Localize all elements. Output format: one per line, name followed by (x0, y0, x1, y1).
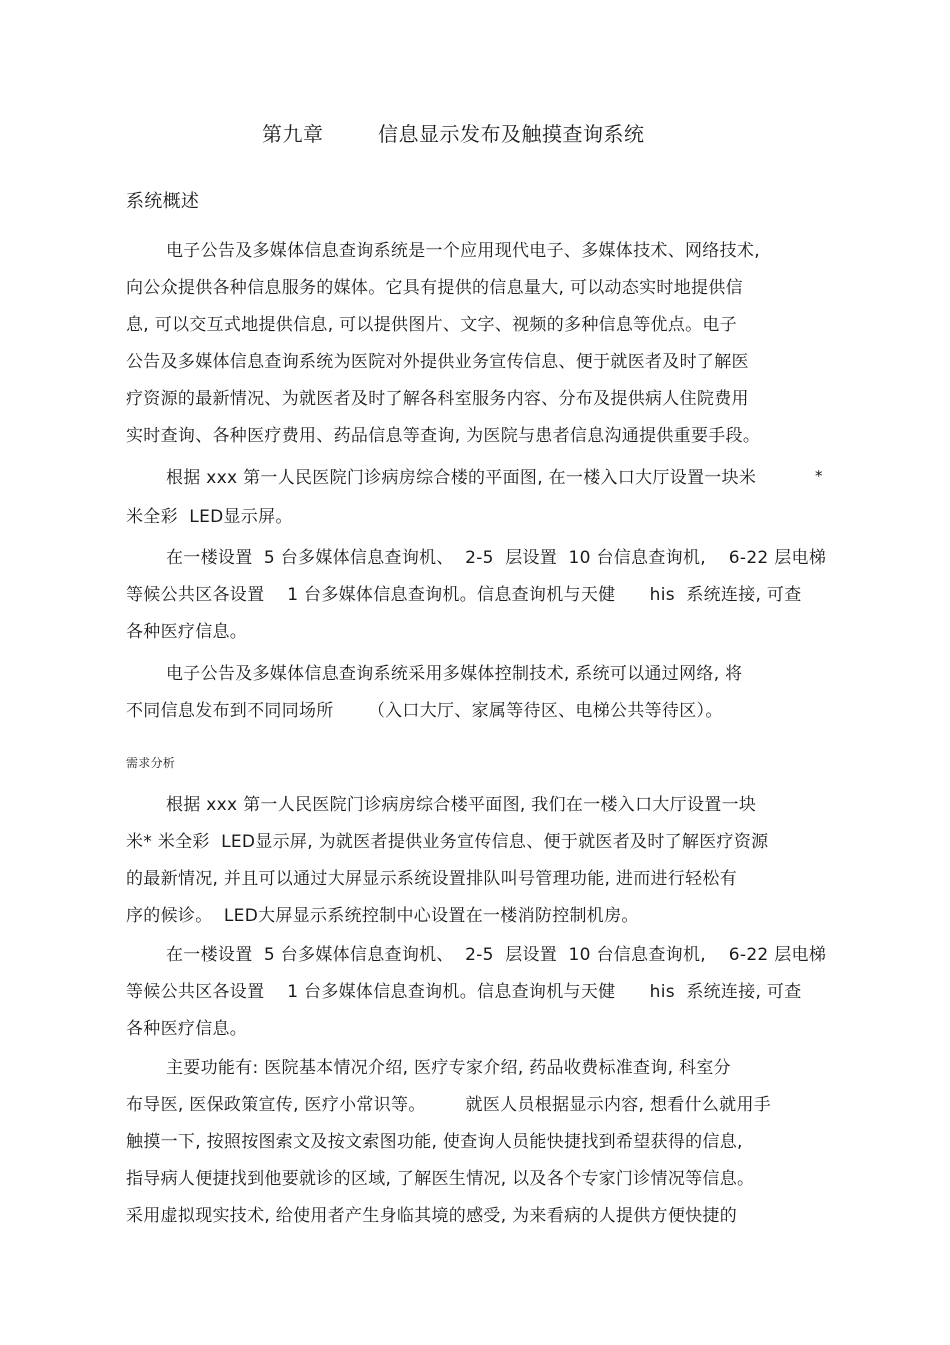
paragraph-line: 等候公共区各设置 1 台多媒体信息查询机。信息查询机与天健 his 系统连接, 可查 (126, 982, 802, 1002)
asterisk-mark: * (815, 467, 823, 485)
paragraph-line: 公告及多媒体信息查询系统为医院对外提供业务宣传信息、便于就医者及时了解医 (126, 352, 749, 372)
chapter-number: 第九章 (262, 122, 324, 146)
paragraph-line: 各种医疗信息。 (126, 622, 248, 642)
paragraph-line: 电子公告及多媒体信息查询系统是一个应用现代电子、多媒体技术、网络技术, (166, 241, 760, 261)
paragraph-line: 在一楼设置 5 台多媒体信息查询机、 2-5 层设置 10 台信息查询机, 6-22 层电梯 (166, 548, 827, 568)
paragraph-line: 采用虚拟现实技术, 给使用者产生身临其境的感受, 为来看病的人提供方便快捷的 (126, 1206, 738, 1226)
paragraph-line: 根据 xxx 第一人民医院门诊病房综合楼平面图, 我们在一楼入口大厅设置一块 (166, 795, 757, 815)
paragraph-line: 息, 可以交互式地提供信息, 可以提供图片、文字、视频的多种信息等优点。电子 (126, 315, 738, 335)
chapter-title: 信息显示发布及触摸查询系统 (378, 122, 645, 146)
section-heading-requirements: 需求分析 (126, 756, 176, 770)
paragraph-line: 疗资源的最新情况、为就医者及时了解各科室服务内容、分布及提供病人住院费用 (126, 389, 749, 409)
paragraph-line: 根据 xxx 第一人民医院门诊病房综合楼的平面图, 在一楼入口大厅设置一块米 (166, 468, 757, 488)
section-heading-overview: 系统概述 (126, 191, 200, 212)
paragraph-line: 不同信息发布到不同同场所 （入口大厅、家属等待区、电梯公共等待区）。 (126, 701, 723, 721)
paragraph-line: 向公众提供各种信息服务的媒体。它具有提供的信息量大, 可以动态实时地提供信 (126, 278, 743, 298)
paragraph-line: 各种医疗信息。 (126, 1019, 248, 1039)
paragraph-line: 触摸一下, 按照按图索文及按文索图功能, 使查询人员能快捷找到希望获得的信息, (126, 1132, 743, 1152)
paragraph-line: 布导医, 医保政策宣传, 医疗小常识等。 就医人员根据显示内容, 想看什么就用手 (126, 1095, 772, 1115)
paragraph-line: 米全彩 LED显示屏。 (126, 507, 293, 527)
paragraph-line: 米* 米全彩 LED显示屏, 为就医者提供业务宣传信息、便于就医者及时了解医疗资源 (126, 832, 769, 852)
paragraph-line: 电子公告及多媒体信息查询系统采用多媒体控制技术, 系统可以通过网络, 将 (166, 664, 743, 684)
paragraph-line: 指导病人便捷找到他要就诊的区域, 了解医生情况, 以及各个专家门诊情况等信息。 (126, 1169, 755, 1189)
paragraph-line: 序的候诊。 LED大屏显示系统控制中心设置在一楼消防控制机房。 (126, 906, 639, 926)
paragraph-line: 的最新情况, 并且可以通过大屏显示系统设置排队叫号管理功能, 进而进行轻松有 (126, 869, 738, 889)
paragraph-line: 实时查询、各种医疗费用、药品信息等查询, 为医院与患者信息沟通提供重要手段。 (126, 426, 761, 446)
paragraph-line: 在一楼设置 5 台多媒体信息查询机、 2-5 层设置 10 台信息查询机, 6-22 层电梯 (166, 945, 827, 965)
paragraph-line: 等候公共区各设置 1 台多媒体信息查询机。信息查询机与天健 his 系统连接, 可查 (126, 585, 802, 605)
paragraph-line: 主要功能有: 医院基本情况介绍, 医疗专家介绍, 药品收费标准查询, 科室分 (166, 1058, 731, 1078)
